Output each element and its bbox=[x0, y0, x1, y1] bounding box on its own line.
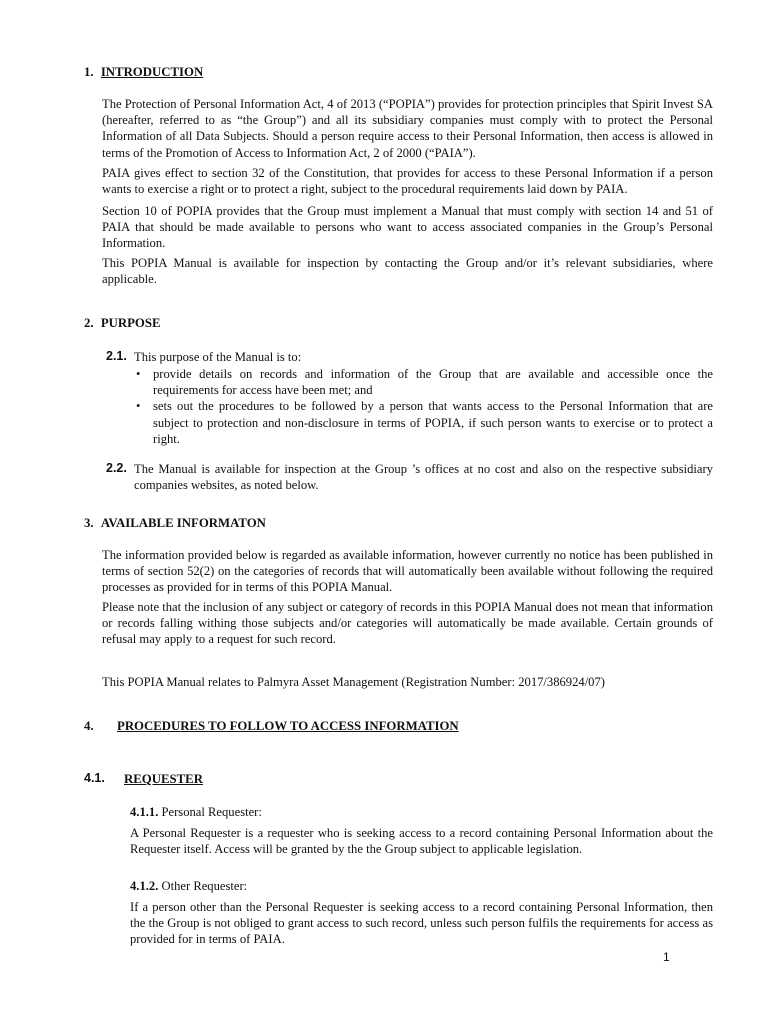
requester-item-1-heading bbox=[130, 804, 262, 820]
subsection-2-2-number: 2.2. bbox=[106, 461, 127, 475]
requester-item-2-label: Other Requester: bbox=[161, 879, 248, 893]
intro-paragraph-2: PAIA gives effect to section 32 of the Constitution, that provides for access to these Personal Information if a person wants to exercise a right or to protect a right, subject to the procedural requirements laid down by PAIA. bbox=[102, 166, 713, 197]
requester-item-1-text: A Personal Requester is a requester who is seeking access to a record containing Personal Information about the Requester itself. Access will be granted by the the Group subject to applicable legislation. bbox=[130, 826, 713, 857]
section-3-number: 3. bbox=[84, 516, 94, 530]
registration-statement: This POPIA Manual relates to Palmyra Asset Management (Registration Number: 2017/386924/07) bbox=[102, 675, 605, 689]
available-info-paragraph-1: The information provided below is regarded as available information, however currently no notice has been published in terms of section 52(2) on the categories of records that will automatically been available without following the required processes as provided for in terms of this POPIA Manual. bbox=[102, 548, 713, 595]
list-item bbox=[134, 366, 713, 398]
section-2-heading bbox=[84, 315, 161, 331]
section-3-title: AVAILABLE INFORMATON bbox=[100, 516, 266, 530]
requester-item-1-number: 4.1.1. bbox=[130, 805, 159, 819]
section-1-title: INTRODUCTION bbox=[100, 65, 204, 79]
page-number: 1 bbox=[663, 950, 670, 964]
intro-paragraph-3: Section 10 of POPIA provides that the Group must implement a Manual that must comply with section 14 and 51 of PAIA that should be made available to persons who want to access associated companies in the Group’s Personal Information. bbox=[102, 204, 713, 251]
subsection-2-1-text: This purpose of the Manual is to: bbox=[134, 350, 302, 364]
section-2-number: 2. bbox=[84, 316, 94, 330]
requester-item-2-heading bbox=[130, 878, 247, 894]
section-2-title: PURPOSE bbox=[100, 316, 161, 330]
requester-item-1-label: Personal Requester: bbox=[161, 805, 262, 819]
bullet-icon: • bbox=[136, 367, 141, 381]
list-item bbox=[134, 398, 713, 447]
bullet-text: provide details on records and information of the Group that are available and accessible once the requirements for access have been met; and bbox=[153, 367, 713, 398]
subsection-4-1-title: REQUESTER bbox=[124, 772, 203, 786]
purpose-bullet-list bbox=[134, 366, 713, 447]
available-info-paragraph-2: Please note that the inclusion of any subject or category of records in this POPIA Manual does not mean that information or records falling withing those subjects and/or categories will automatically be made available. Certain grounds of refusal may apply to a request for such record. bbox=[102, 600, 713, 647]
subsection-2-2-text: The Manual is available for inspection at the Group ’s offices at no cost and also on the respective subsidiary companies websites, as noted below. bbox=[134, 462, 713, 493]
subsection-4-1-number: 4.1. bbox=[84, 771, 105, 785]
subsection-2-1-number: 2.1. bbox=[106, 349, 127, 363]
bullet-text: sets out the procedures to be followed by a person that wants access to the Personal Information that are subject to protection and non-disclosure in terms of POPIA, if such person wants to exercise or to protect a right. bbox=[153, 399, 713, 446]
intro-paragraph-1: The Protection of Personal Information Act, 4 of 2013 (“POPIA”) provides for protection principles that Spirit Invest SA (hereafter, referred to as “the Group”) and all its subsidiary companies must comply with to protect the Personal Information of all Data Subjects. Should a person require access to their Personal Information, then access is allowed in terms of the Promotion of Access to Information Act, 2 of 2000 (“PAIA”). bbox=[102, 97, 713, 160]
requester-item-2-text: If a person other than the Personal Requester is seeking access to a record containing Personal Information, then the the Group is not obliged to grant access to such record, unless such person fulfils the requirements for access as provided for in terms of PAIA. bbox=[130, 900, 713, 947]
section-4-number: 4. bbox=[84, 719, 94, 733]
section-1-number: 1. bbox=[84, 65, 94, 79]
section-1-heading bbox=[84, 64, 203, 80]
section-3-heading bbox=[84, 515, 266, 531]
intro-paragraph-4: This POPIA Manual is available for inspection by contacting the Group and/or it’s relevant subsidiaries, where applicable. bbox=[102, 256, 713, 287]
requester-item-2-number: 4.1.2. bbox=[130, 879, 159, 893]
section-4-title: PROCEDURES TO FOLLOW TO ACCESS INFORMATION bbox=[117, 719, 459, 733]
bullet-icon: • bbox=[136, 399, 141, 414]
